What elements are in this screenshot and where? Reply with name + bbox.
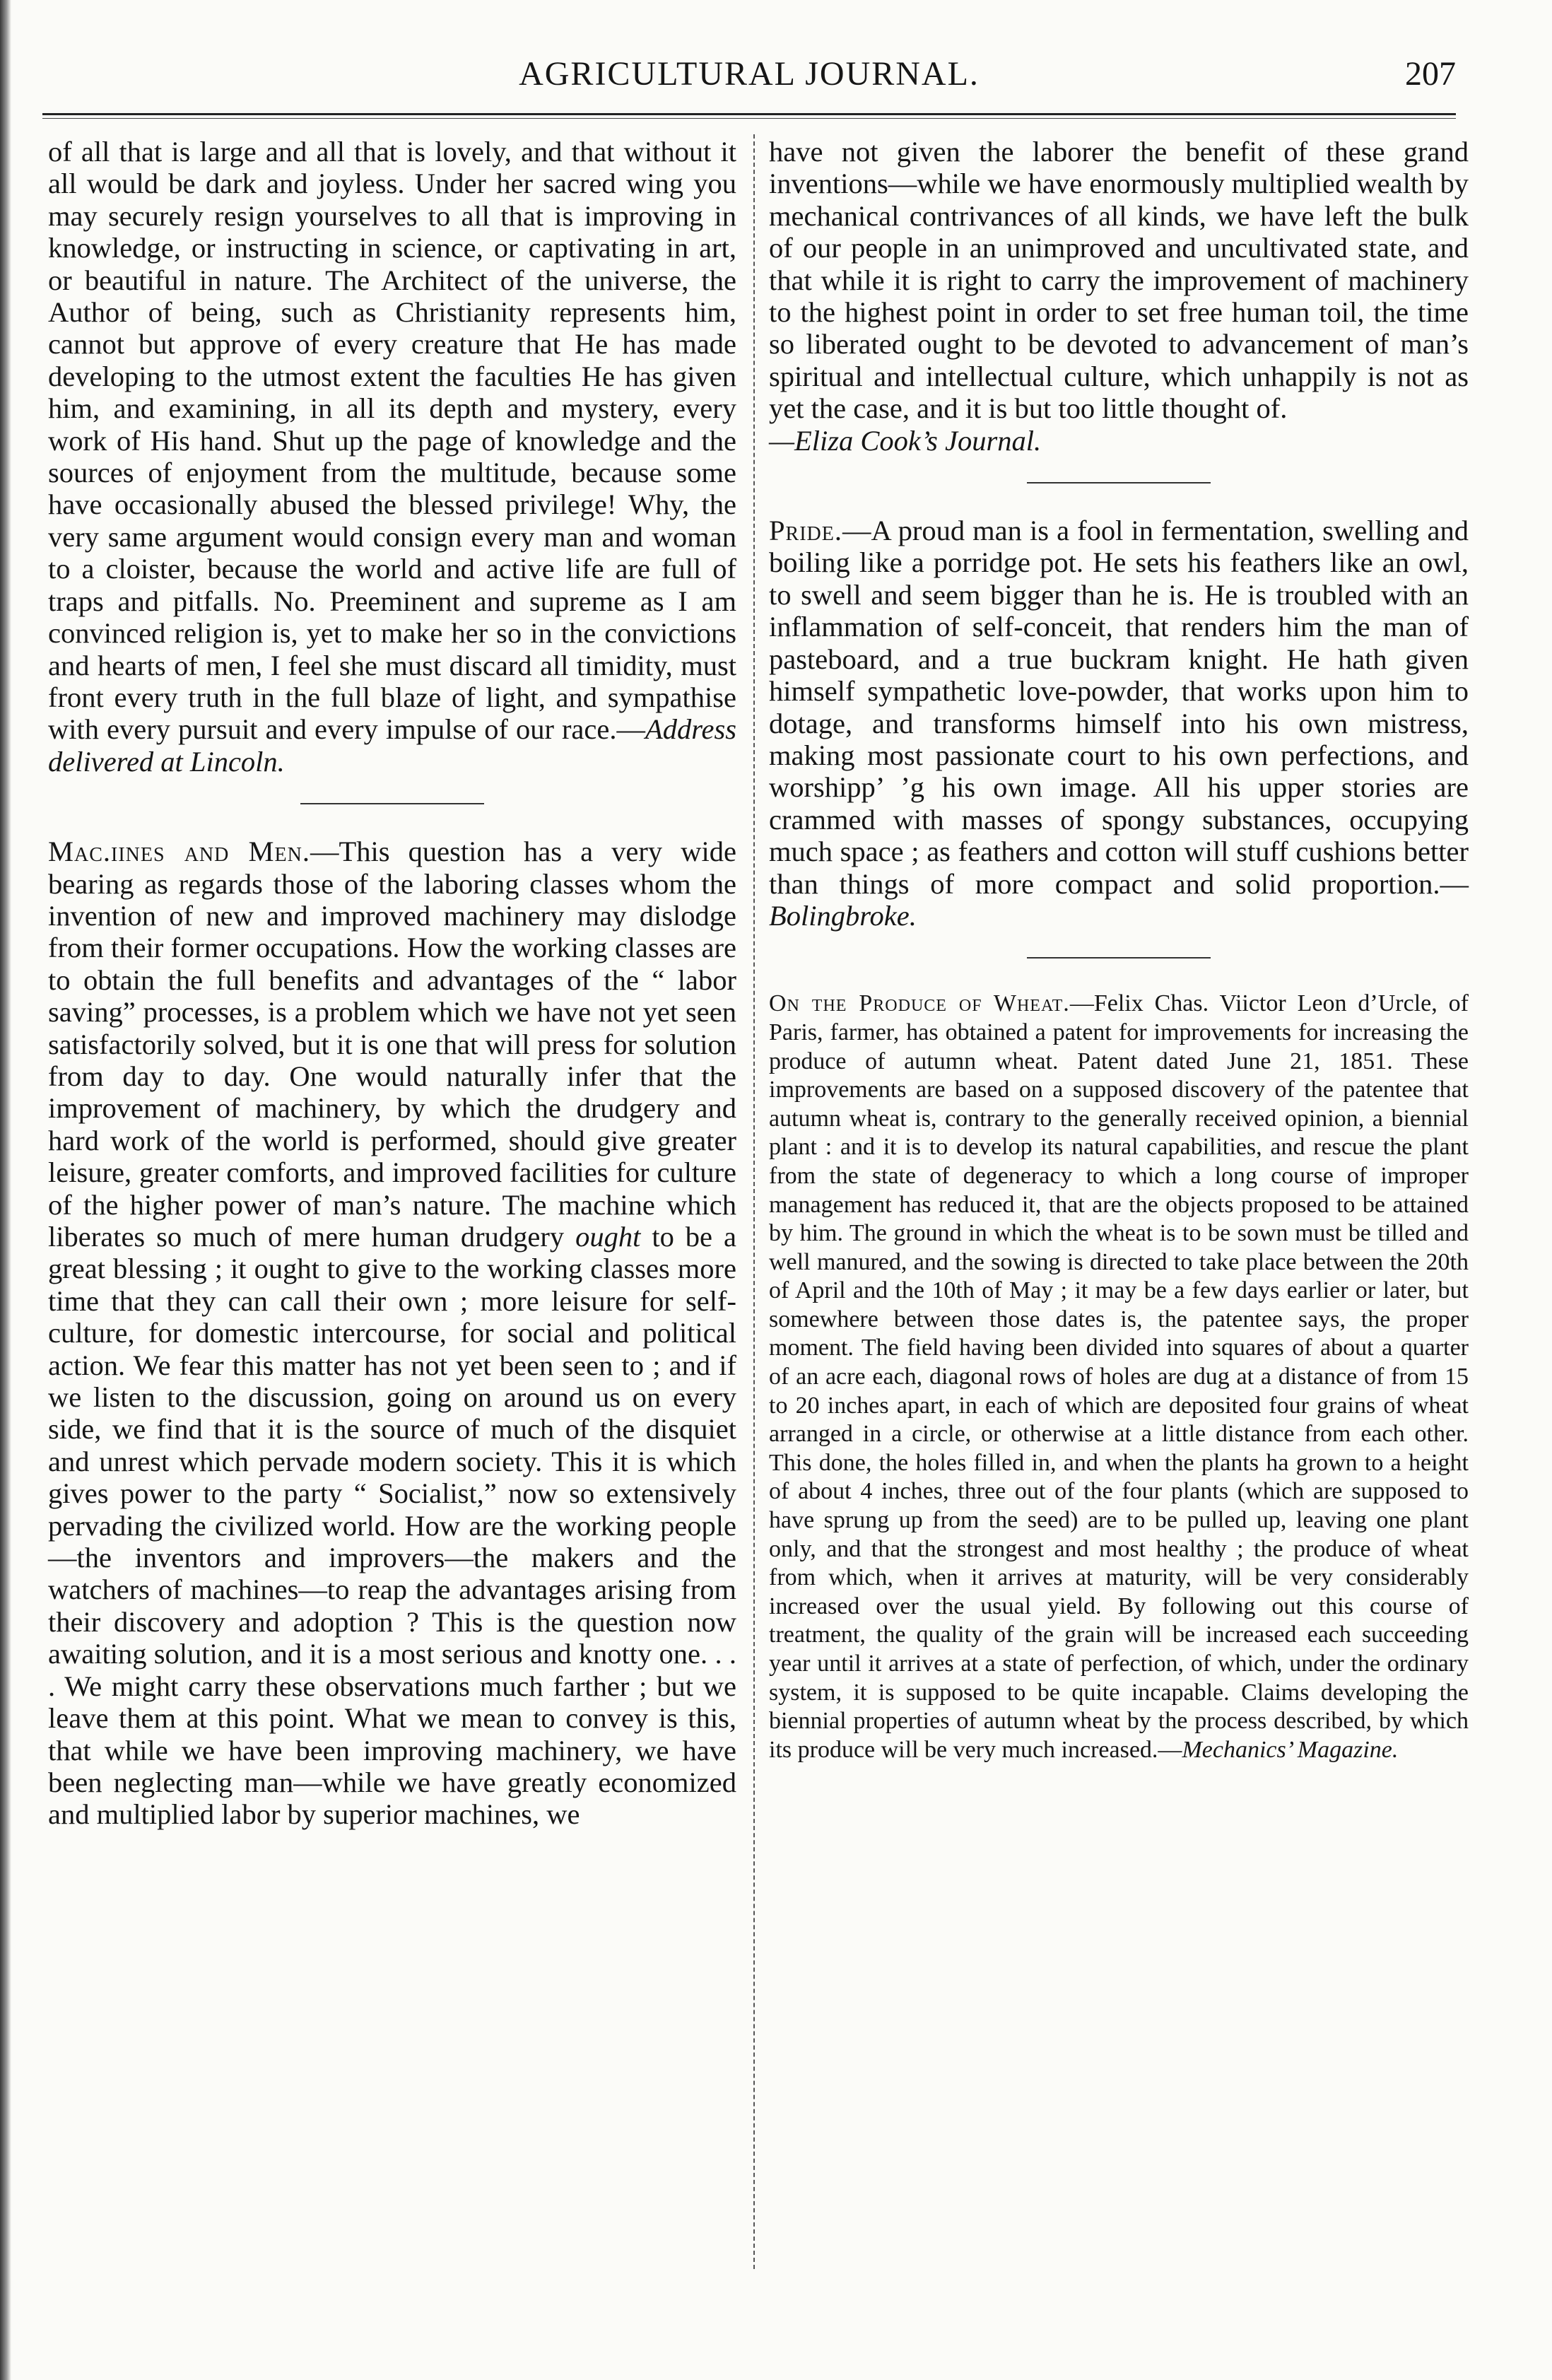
page-binding-edge xyxy=(0,0,11,2380)
column-divider xyxy=(753,134,755,2269)
article-machines-and-men xyxy=(48,836,736,1831)
article-pride-source: Bolingbroke. xyxy=(769,899,917,932)
article-machines-text-a: —This question has a very wide bearing as regards those of the laboring classes whom the invention of new and improved machinery may dislodge from their former occupations. How the working classes are to obtain the full benefits and advantages of the “ labor saving” processes, is a problem which we have not yet seen satisfactorily solved, but it is one that will press for solution from day to day. One would naturally infer that the improvement of machinery, by which the drudgery and hard work of the world is performed, should give greater leisure, greater comforts, and improved facilities for culture of the higher power of man’s nature. The machine which liberates so much of mere human drudgery xyxy=(48,836,736,1253)
article-pride-text: —A proud man is a fool in fermentation, swelling and boiling like a porridge pot. He sets his feathers like an owl, to swell and seem bigger than he is. He is troubled with an inflammation of self-conceit, that renders him the man of pasteboard, and a true buckram knight. He hath given himself sympathetic love-powder, that works upon him to dotage, and transforms himself into his own mistress, making most passionate court to his own perfections, and worshipp’ ’g his own image. All his upper stories are crammed with masses of spongy substances, occupying much space ; as feathers and cotton will stuff cushions better than things of more compact and solid proportion.— xyxy=(769,515,1469,900)
article-religion-text: of all that is large and all that is lovely, and that without it all would be dark and joyless. Under her sacred wing you may securely resign yourselves to all that is improving in knowledge, or instructing in science, or captivating in art, or beautiful in nature. The Architect of the universe, the Author of being, such as Christianity represents him, cannot but approve of every creature that He has made developing to the utmost extent the faculties He has given him, and examining, in all its depth and mystery, every work of His hand. Shut up the page of knowledge and the sources of enjoyment from the multitude, because some have occasionally abused the blessed privilege! Why, the very same argument would consign every man and woman to a cloister, because the world and active life are full of traps and pitfalls. No. Preeminent and supreme as I am convinced religion is, yet to make her so in the convictions and hearts of men, I feel she must discard all timidity, must front every truth in the full blaze of light, and sympathise with every pursuit and every impulse of our race.— xyxy=(48,136,736,746)
article-continued-source: —Eliza Cook’s Journal. xyxy=(769,424,1042,457)
article-divider xyxy=(1027,482,1211,483)
header-rule xyxy=(42,113,1456,115)
right-column xyxy=(769,136,1469,1764)
article-produce-of-wheat xyxy=(769,990,1469,1764)
article-wheat-text: —Felix Chas. Viictor Leon d’Urcle, of Paris, farmer, has obtained a patent for improvements for increasing the produce of autumn wheat. Patent dated June 21, 1851. These improvements are based on a supposed discovery of the patentee that autumn wheat is, contrary to the generally received opinion, a biennial plant : and it is to develop its natural capabilities, and rescue the plant from the state of degeneracy to which a long course of improper management has reduced it, that are the objects proposed to be attained by him. The ground in which the wheat is to be sown must be tilled and well manured, and the sowing is directed to take place between the 20th of April and the 10th of May ; it may be a few days earlier or later, but somewhere between those dates is, the patentee says, the proper moment. The field having been divided into squares of about a quarter of an acre each, diagonal rows of holes are dug at a distance of from 15 to 20 inches apart, in each of which are deposited four grains of wheat arranged in a circle, or otherwise at a little distance from each other. This done, the holes filled in, and when the plants ha grown to a height of about 4 inches, three out of the four plants (which are supposed to have sprung up from the seed) are to be pulled up, leaving one plant only, and that the strongest and most healthy ; the produce of wheat from which, when it arrives at maturity, will be very considerably increased over the usual yield. By following out this course of treatment, the quality of the grain will be increased each succeeding year until it arrives at a state of perfection, of which, under the ordinary system, it is supposed to be quite incapable. Claims developing the biennial properties of autumn wheat by the process described, by which its produce will be very much increased.— xyxy=(769,990,1469,1763)
running-header xyxy=(42,53,1456,110)
running-title: AGRICULTURAL JOURNAL. xyxy=(519,55,980,93)
article-continued xyxy=(769,136,1469,457)
article-pride-heading: Pride. xyxy=(769,515,842,547)
article-machines-text-b: to be a great blessing ; it ought to give to the working classes more time that they can call their own ; more leisure for self-culture, for domestic intercourse, for social and political action. We fear this matter has not yet been seen to ; and if we listen to the discussion, going on around us on every side, we find that it is the source of much of the disquiet and unrest which pervade modern society. This it is which gives power to the party “ Socialist,” now so extensively pervading the civilized world. How are the working people—the inventors and improvers—the makers and the watchers of machines—to reap the advantages arising from their discovery and adoption ? This is the question now awaiting solution, and it is a most serious and knotty one. . . . We might carry these observations much farther ; but we leave them at this point. What we mean to convey is this, that while we have been improving machinery, we have been neglecting man—while we have greatly economized and multiplied labor by superior machines, we xyxy=(48,1221,736,1831)
article-wheat-heading: On the Produce of Wheat. xyxy=(769,990,1070,1017)
article-divider xyxy=(1027,957,1211,959)
article-continued-text: have not given the laborer the benefit of these grand inventions—while we have enormously multiplied wealth by mechanical contrivances of all kinds, we have left the bulk of our people in an unimproved and uncultivated state, and that while it is right to carry the improvement of machinery to the highest point in order to set free human toil, the time so liberated ought to be devoted to advancement of man’s spiritual and intellectual culture, which unhappily is not as yet the case, and it is but too little thought of. xyxy=(769,136,1469,425)
article-pride xyxy=(769,515,1469,932)
page-number: 207 xyxy=(1405,55,1456,93)
left-column xyxy=(48,136,736,1831)
article-machines-heading: Mac.iines and Men. xyxy=(48,836,310,868)
article-machines-emphasis: ought xyxy=(575,1221,641,1253)
article-divider xyxy=(300,803,484,804)
article-religion-source: Address delivered at Lincoln. xyxy=(48,713,736,778)
header-rule-thin xyxy=(42,118,1456,119)
article-wheat-source: Mechanics’ Magazine. xyxy=(1182,1736,1399,1763)
article-religion xyxy=(48,136,736,778)
